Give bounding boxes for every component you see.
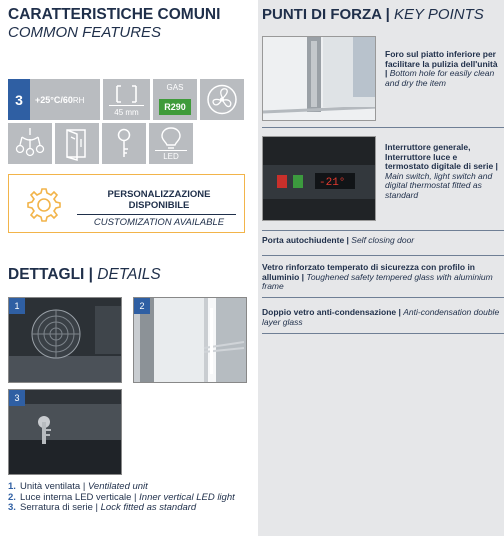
key-tile <box>102 123 146 164</box>
keypoint-self-closing <box>262 236 502 246</box>
control-panel-photo <box>262 136 376 221</box>
temperature-class-tile <box>8 79 100 120</box>
customization-divider <box>77 214 236 215</box>
door-tile <box>55 123 99 164</box>
cabinet-door-icon <box>55 123 99 164</box>
list-number: 3. <box>8 502 16 513</box>
detail-photo-3 <box>8 389 122 475</box>
list-text-en: Lock fitted as standard <box>100 502 197 513</box>
detail-photo-1 <box>8 297 122 383</box>
key-icon <box>102 123 146 164</box>
tempered-glass-it: Vetro rinforzato temperato di sicurezza con profilo in alluminio | <box>262 262 476 282</box>
feature-row-2 <box>8 123 193 164</box>
fan-tile <box>200 79 244 120</box>
fan-icon <box>200 79 244 120</box>
divider <box>262 333 504 334</box>
drain-hole-photo <box>263 37 376 121</box>
keypoints-title-en: KEY POINTS <box>393 6 484 23</box>
bottom-hole-text <box>385 50 502 121</box>
ventilation-fan-photo <box>9 298 122 383</box>
temperature-value: +25°C/60 <box>35 94 73 105</box>
self-closing-en: Self closing door <box>351 235 415 245</box>
keypoints-title: PUNTI DI FORZA | KEY POINTS <box>262 6 484 23</box>
detail-photo-2 <box>133 297 247 383</box>
divider <box>262 255 504 256</box>
photo-number-1: 1 <box>9 298 25 314</box>
self-closing-it: Porta autochiudente | <box>262 235 352 245</box>
bottom-hole-photo <box>262 36 376 121</box>
divider <box>262 297 504 298</box>
list-number: 2. <box>8 491 16 503</box>
details-title-it: DETTAGLI <box>8 266 85 283</box>
gas-value-badge: R290 <box>159 99 191 115</box>
customization-label-en: CUSTOMIZATION AVAILABLE <box>93 217 225 228</box>
climate-class-badge: 3 <box>8 79 30 120</box>
details-list <box>8 482 250 514</box>
list-item <box>8 503 250 514</box>
list-number: 1. <box>8 481 16 492</box>
gas-label: GAS <box>166 83 184 92</box>
led-label: LED <box>155 150 187 161</box>
lock-photo <box>9 390 122 475</box>
customization-box <box>8 174 245 233</box>
photo-number-3: 3 <box>9 390 25 406</box>
keypoint-double-glass <box>262 308 502 327</box>
led-light-photo <box>134 298 247 383</box>
switches-text <box>385 143 502 221</box>
led-tile <box>149 123 193 164</box>
thermostat-photo <box>263 137 376 221</box>
keypoint-bottom-hole <box>262 36 502 121</box>
switches-it: Interruttore generale, Interruttore luce e termostato digitale di serie | <box>385 142 498 171</box>
details-title-en: DETAILS <box>97 266 161 283</box>
light-tile <box>8 123 52 164</box>
bulb-icon <box>149 124 193 152</box>
bottom-hole-it: Foro sul piatto inferiore per facilitare la pulizia dell'unità | <box>385 49 498 78</box>
divider <box>262 127 504 128</box>
chandelier-light-icon <box>8 123 52 164</box>
common-title-it: CARATTERISTICHE COMUNI <box>8 6 221 23</box>
keypoint-tempered-glass <box>262 263 502 292</box>
list-text-en: Inner vertical LED light <box>139 491 235 503</box>
display-readout: -21° <box>319 177 346 189</box>
width-tile <box>103 79 150 120</box>
double-glass-en: Anti-condensation double layer glass <box>262 307 500 327</box>
tempered-glass-en: Toughened safety tempered glass with aluminium frame <box>262 271 493 291</box>
list-text-it: Unità ventilata | <box>20 481 88 492</box>
rh-label: RH <box>72 95 85 105</box>
bottom-hole-en: Bottom hole for easily clean and dry the item <box>385 68 495 88</box>
switches-en: Main switch, light switch and digital thermostat fitted as standard <box>385 170 493 200</box>
list-text-it: Luce interna LED verticale | <box>20 491 140 503</box>
list-text-it: Serratura di serie | <box>20 502 101 513</box>
customization-label-it: PERSONALIZZAZIONE DISPONIBILE <box>107 189 211 211</box>
keypoints-title-it: PUNTI DI FORZA <box>262 6 382 23</box>
feature-row-1 <box>8 79 244 120</box>
common-features-title <box>8 6 220 41</box>
keypoint-switches <box>262 136 502 221</box>
photo-number-2: 2 <box>134 298 150 314</box>
common-title-en: COMMON FEATURES <box>8 24 162 41</box>
divider <box>262 230 504 231</box>
width-label: 45 mm <box>109 105 144 117</box>
double-glass-it: Doppio vetro anti-condensazione | <box>262 307 404 317</box>
temperature-rh-label <box>35 95 84 105</box>
list-text-en: Ventilated unit <box>87 481 148 492</box>
gas-tile <box>153 79 197 120</box>
details-title: DETTAGLI | DETAILS <box>8 266 161 283</box>
gear-icon <box>21 183 65 227</box>
